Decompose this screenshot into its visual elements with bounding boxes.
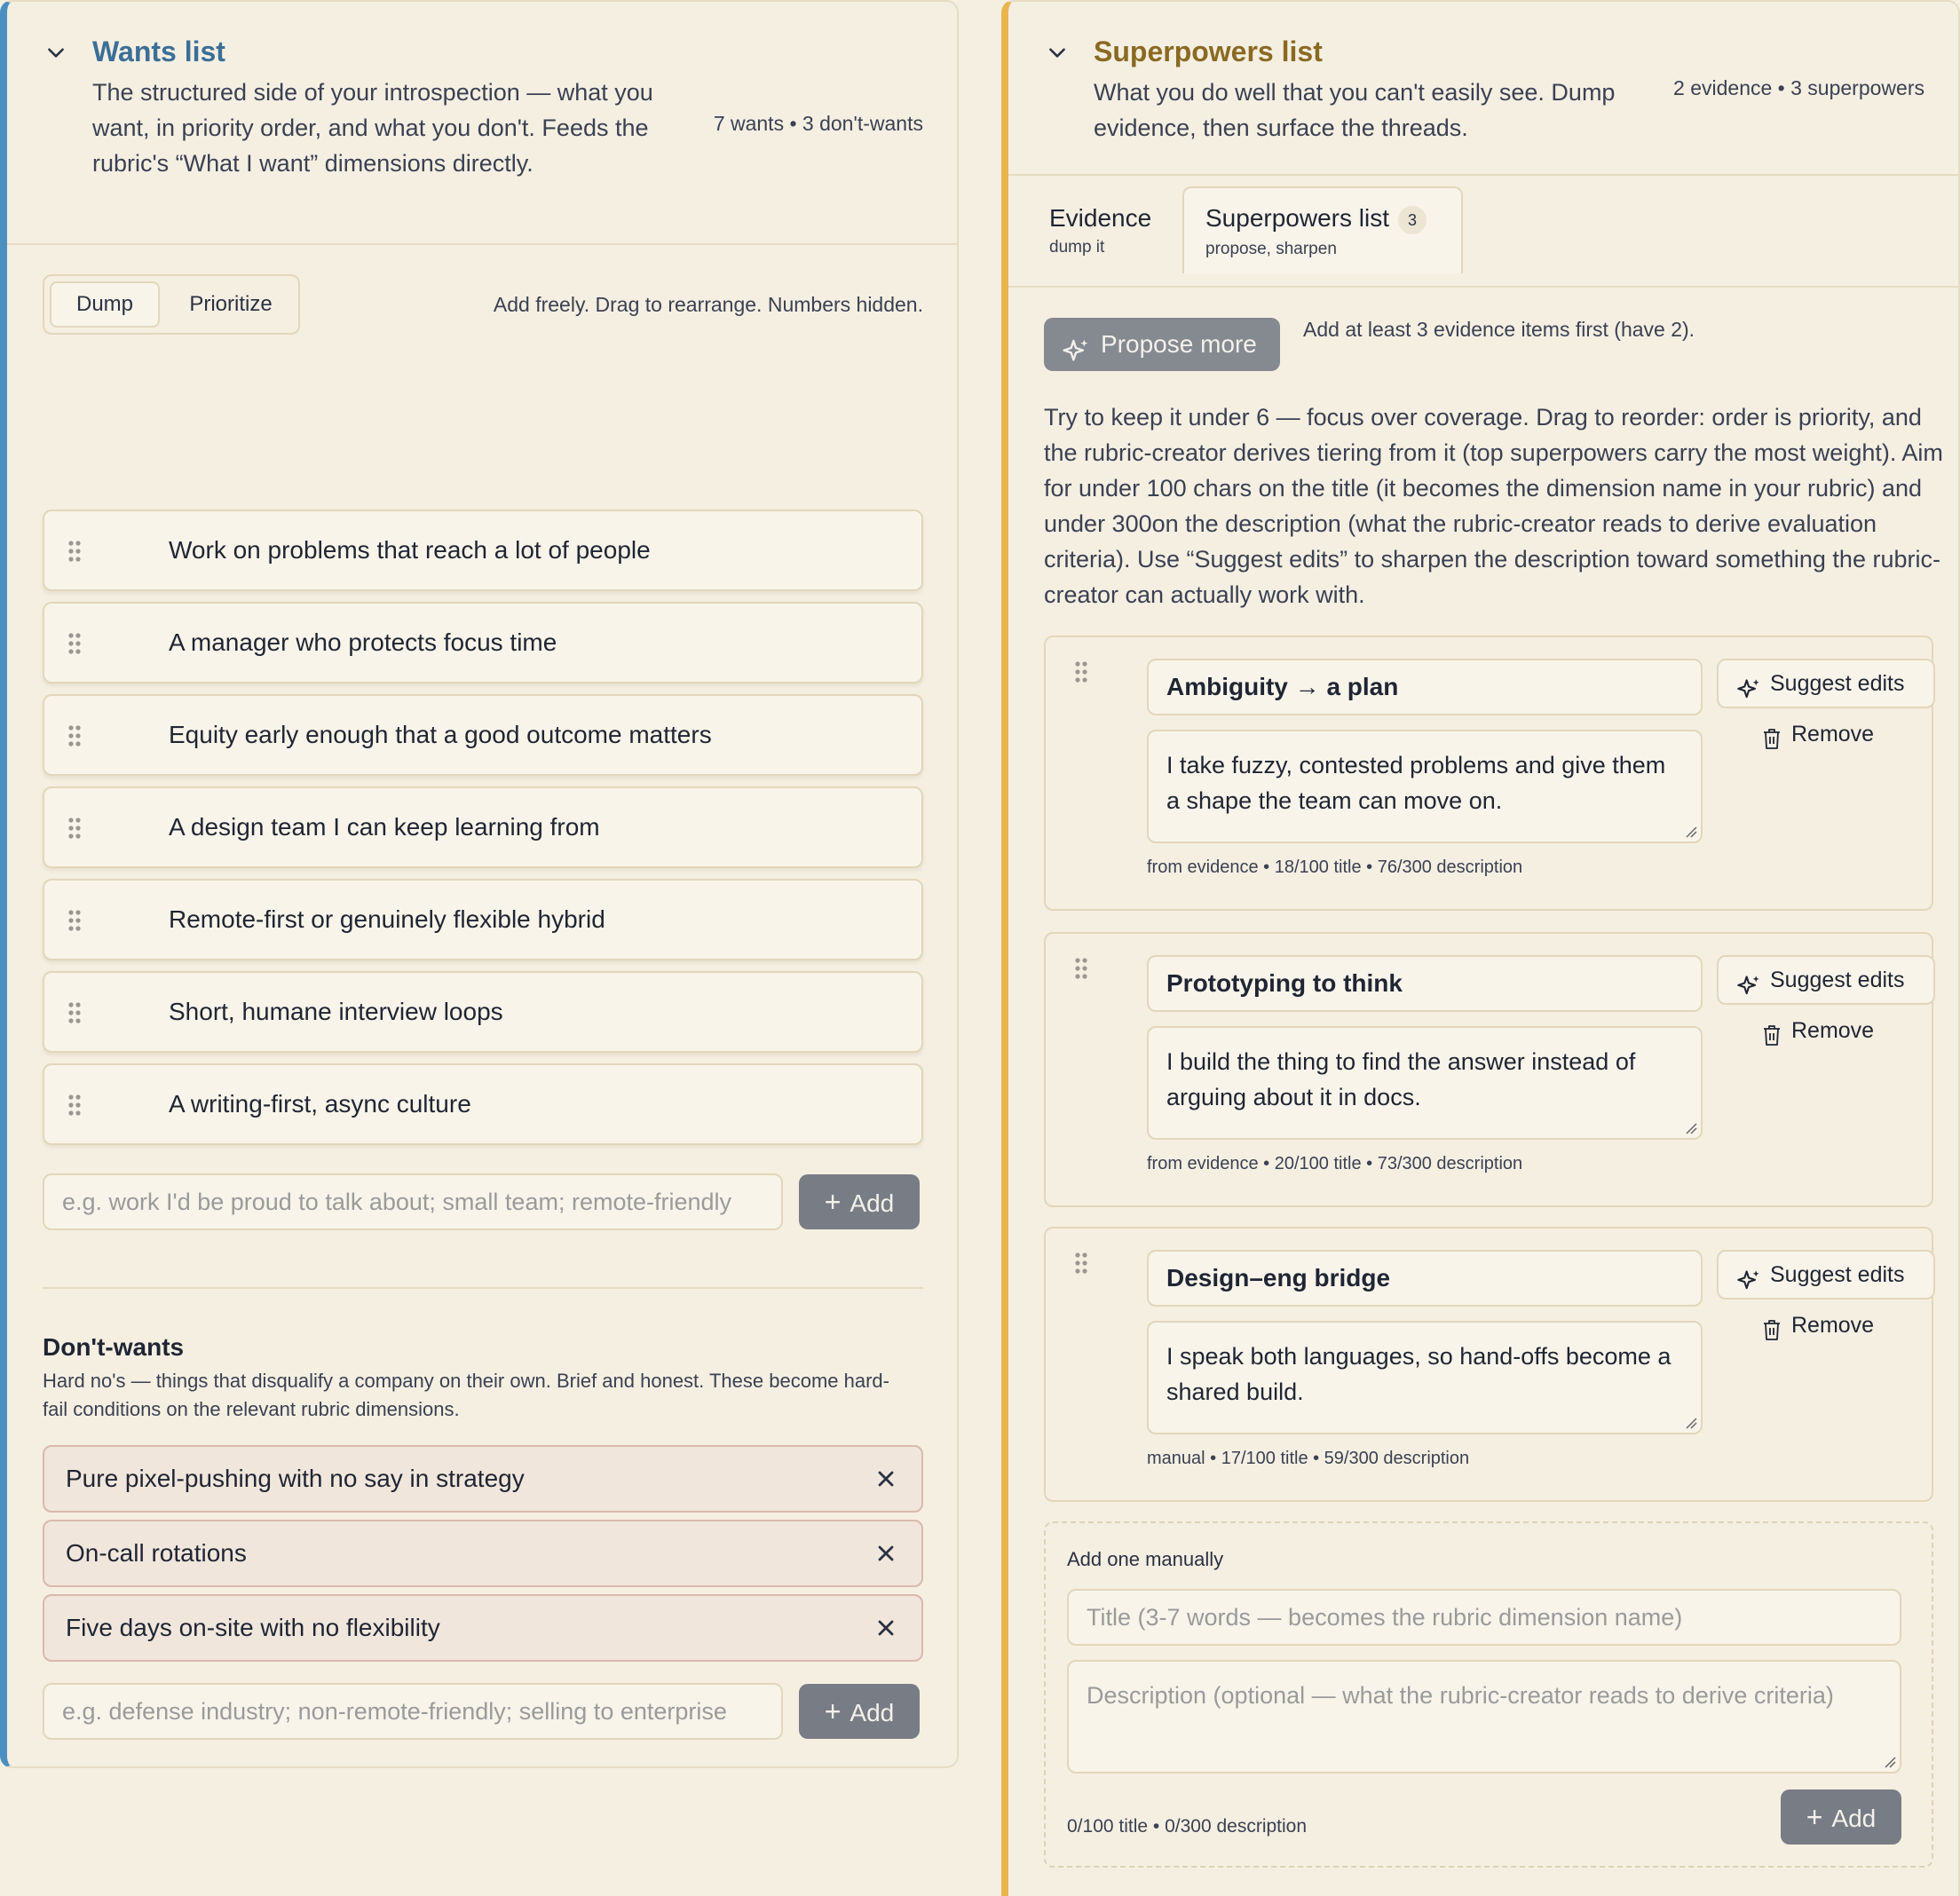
suggest-label: Suggest edits [1770,1262,1905,1287]
want-input[interactable]: e.g. work I'd be proud to talk about; small team; remote-friendly [43,1173,783,1230]
drag-handle-icon[interactable] [1074,1252,1088,1275]
wants-panel [0,0,959,1768]
divider [43,1287,923,1289]
drag-handle-icon[interactable] [1074,957,1088,980]
manual-description-input[interactable] [1067,1660,1901,1774]
manual-counter: 0/100 title • 0/300 description [1067,1816,1308,1837]
superpower-meta: from evidence • 18/100 title • 76/300 description [1147,857,1523,877]
propose-hint: Add at least 3 evidence items first (have 2). [1303,318,1695,341]
resize-handle-icon[interactable] [1884,1756,1896,1768]
description-text: I speak both languages, so hand-offs become a shared build. [1166,1343,1672,1405]
dont-want-label: Pure pixel-pushing with no say in strategy [66,1465,525,1492]
close-icon[interactable] [873,1616,898,1640]
dont-want-item [43,1594,923,1662]
propose-more-button[interactable] [1044,318,1280,371]
divider [1008,174,1958,176]
dont-want-item [43,1520,923,1587]
tab-superpowers-list[interactable] [1182,186,1463,273]
close-icon[interactable] [873,1466,898,1491]
superpowers-description: What you do well that you can't easily see. Dump evidence, then surface the threads. [1094,79,1616,141]
superpower-card [1044,1227,1933,1502]
dont-wants-description: Hard no's — things that disqualify a company on their own. Brief and honest. These become hard-fail conditions on the relevant rubric dimensions. [43,1370,889,1420]
suggest-edits-button[interactable] [1717,659,1935,708]
superpower-description-field[interactable] [1147,1026,1703,1140]
dont-want-item [43,1445,923,1513]
resize-handle-icon[interactable] [1685,1417,1697,1429]
mode-prioritize-button[interactable]: Prioritize [189,292,273,316]
add-label: Add [850,1699,895,1726]
drag-handle-icon[interactable] [67,540,82,563]
sparkles-icon [1736,968,1761,993]
remove-label: Remove [1791,1018,1875,1043]
want-item[interactable] [43,786,923,868]
superpower-card [1044,932,1933,1207]
remove-button[interactable] [1733,714,1910,754]
resize-handle-icon[interactable] [1685,826,1697,838]
tab-label: Evidence [1049,204,1152,232]
remove-label: Remove [1791,1313,1875,1338]
suggest-edits-button[interactable] [1717,955,1935,1005]
superpower-title-field[interactable]: Ambiguity → a plan [1147,659,1703,715]
want-item[interactable] [43,971,923,1053]
superpower-card [1044,636,1933,911]
dont-want-input[interactable]: e.g. defense industry; non-remote-friendly; selling to enterprise [43,1683,783,1740]
mode-toggle [43,274,300,335]
description-placeholder: Description (optional — what the rubric-creator reads to derive criteria) [1087,1682,1834,1709]
want-item[interactable] [43,602,923,683]
wants-title: Wants list [92,36,225,67]
divider [1008,286,1958,288]
trash-icon [1761,723,1782,746]
resize-handle-icon[interactable] [1685,1122,1697,1134]
wants-hint: Add freely. Drag to rearrange. Numbers hidden. [493,293,923,316]
want-label: Short, humane interview loops [169,998,503,1025]
plus-icon: + [824,1695,842,1727]
want-label: Equity early enough that a good outcome matters [169,721,712,748]
superpower-title-field[interactable]: Design–eng bridge [1147,1250,1703,1307]
remove-button[interactable] [1733,1305,1910,1346]
plus-icon: + [824,1186,842,1218]
tab-evidence[interactable] [1049,204,1151,257]
drag-handle-icon[interactable] [67,1094,82,1117]
sparkles-icon [1062,331,1090,359]
suggest-edits-button[interactable] [1717,1250,1935,1300]
drag-handle-icon[interactable] [1074,660,1088,683]
superpowers-guidance: Try to keep it under 6 — focus over coverage. Drag to reorder: order is priority, and the rubric-creator derives tiering from it (top superpowers carry the most weight). Aim for under 100 chars on the title (it becomes the dimension name in your rubric) and under 300on the description (what the rubric-creator reads to derive evaluation criteria). Use “Suggest edits” to sharpen the description toward something the rubric-creator can actually work with. [1044,404,1943,608]
drag-handle-icon[interactable] [67,1001,82,1024]
want-label: Remote-first or genuinely flexible hybrid [169,905,605,933]
superpower-description-field[interactable] [1147,730,1703,843]
superpowers-title: Superpowers list [1094,36,1323,67]
add-label: Add [1831,1805,1877,1832]
wants-description: The structured side of your introspection — what you want, in priority order, and what you don't. Feeds the rubric's “What I want” dimensions directly. [92,79,653,177]
superpower-description-field[interactable] [1147,1321,1703,1434]
superpowers-panel [1001,0,1960,1896]
sparkles-icon [1736,672,1761,697]
wants-count: 7 wants • 3 don't-wants [713,112,923,135]
want-label: A design team I can keep learning from [169,813,600,841]
drag-handle-icon[interactable] [67,632,82,655]
close-icon[interactable] [873,1541,898,1566]
suggest-label: Suggest edits [1770,671,1905,696]
want-item[interactable] [43,694,923,776]
sparkles-icon [1736,1263,1761,1288]
divider [7,243,957,245]
want-label: A manager who protects focus time [169,628,557,656]
add-label: Add [850,1189,895,1217]
superpower-meta: manual • 17/100 title • 59/300 description [1147,1449,1470,1468]
count-badge: 3 [1398,206,1427,234]
dont-wants-title: Don't-wants [43,1333,185,1361]
manual-add-section [1044,1521,1933,1868]
dont-want-label: On-call rotations [66,1539,247,1567]
want-item[interactable] [43,1063,923,1145]
mode-dump-button[interactable]: Dump [50,281,160,328]
suggest-label: Suggest edits [1770,968,1905,992]
description-text: I build the thing to find the answer instead of arguing about it in docs. [1166,1048,1636,1110]
manual-add-label: Add one manually [1067,1548,1224,1570]
superpowers-count: 2 evidence • 3 superpowers [1673,76,1924,99]
add-want-button[interactable] [799,1174,920,1229]
want-label: Work on problems that reach a lot of people [169,536,651,564]
drag-handle-icon[interactable] [67,724,82,747]
drag-handle-icon[interactable] [67,817,82,840]
tab-sublabel: propose, sharpen [1205,239,1337,258]
superpower-title-field[interactable]: Prototyping to think [1147,955,1703,1012]
remove-label: Remove [1791,722,1875,747]
chevron-down-icon[interactable] [44,41,67,64]
want-item[interactable] [43,510,923,591]
description-text: I take fuzzy, contested problems and give them a shape the team can move on. [1166,752,1666,814]
tab-sublabel: dump it [1049,238,1105,257]
trash-icon [1761,1019,1782,1042]
remove-button[interactable] [1733,1010,1910,1051]
propose-label: Propose more [1101,330,1257,358]
add-superpower-button[interactable] [1781,1789,1901,1845]
manual-title-input[interactable]: Title (3-7 words — becomes the rubric dimension name) [1067,1589,1901,1646]
dont-want-label: Five days on-site with no flexibility [66,1614,440,1641]
plus-icon: + [1806,1801,1823,1833]
trash-icon [1761,1314,1782,1337]
add-dont-want-button[interactable] [799,1684,920,1739]
want-label: A writing-first, async culture [169,1090,471,1118]
superpower-meta: from evidence • 20/100 title • 73/300 description [1147,1154,1523,1173]
want-item[interactable] [43,879,923,960]
drag-handle-icon[interactable] [67,909,82,932]
chevron-down-icon[interactable] [1046,41,1069,64]
tab-label: Superpowers list [1205,204,1389,232]
